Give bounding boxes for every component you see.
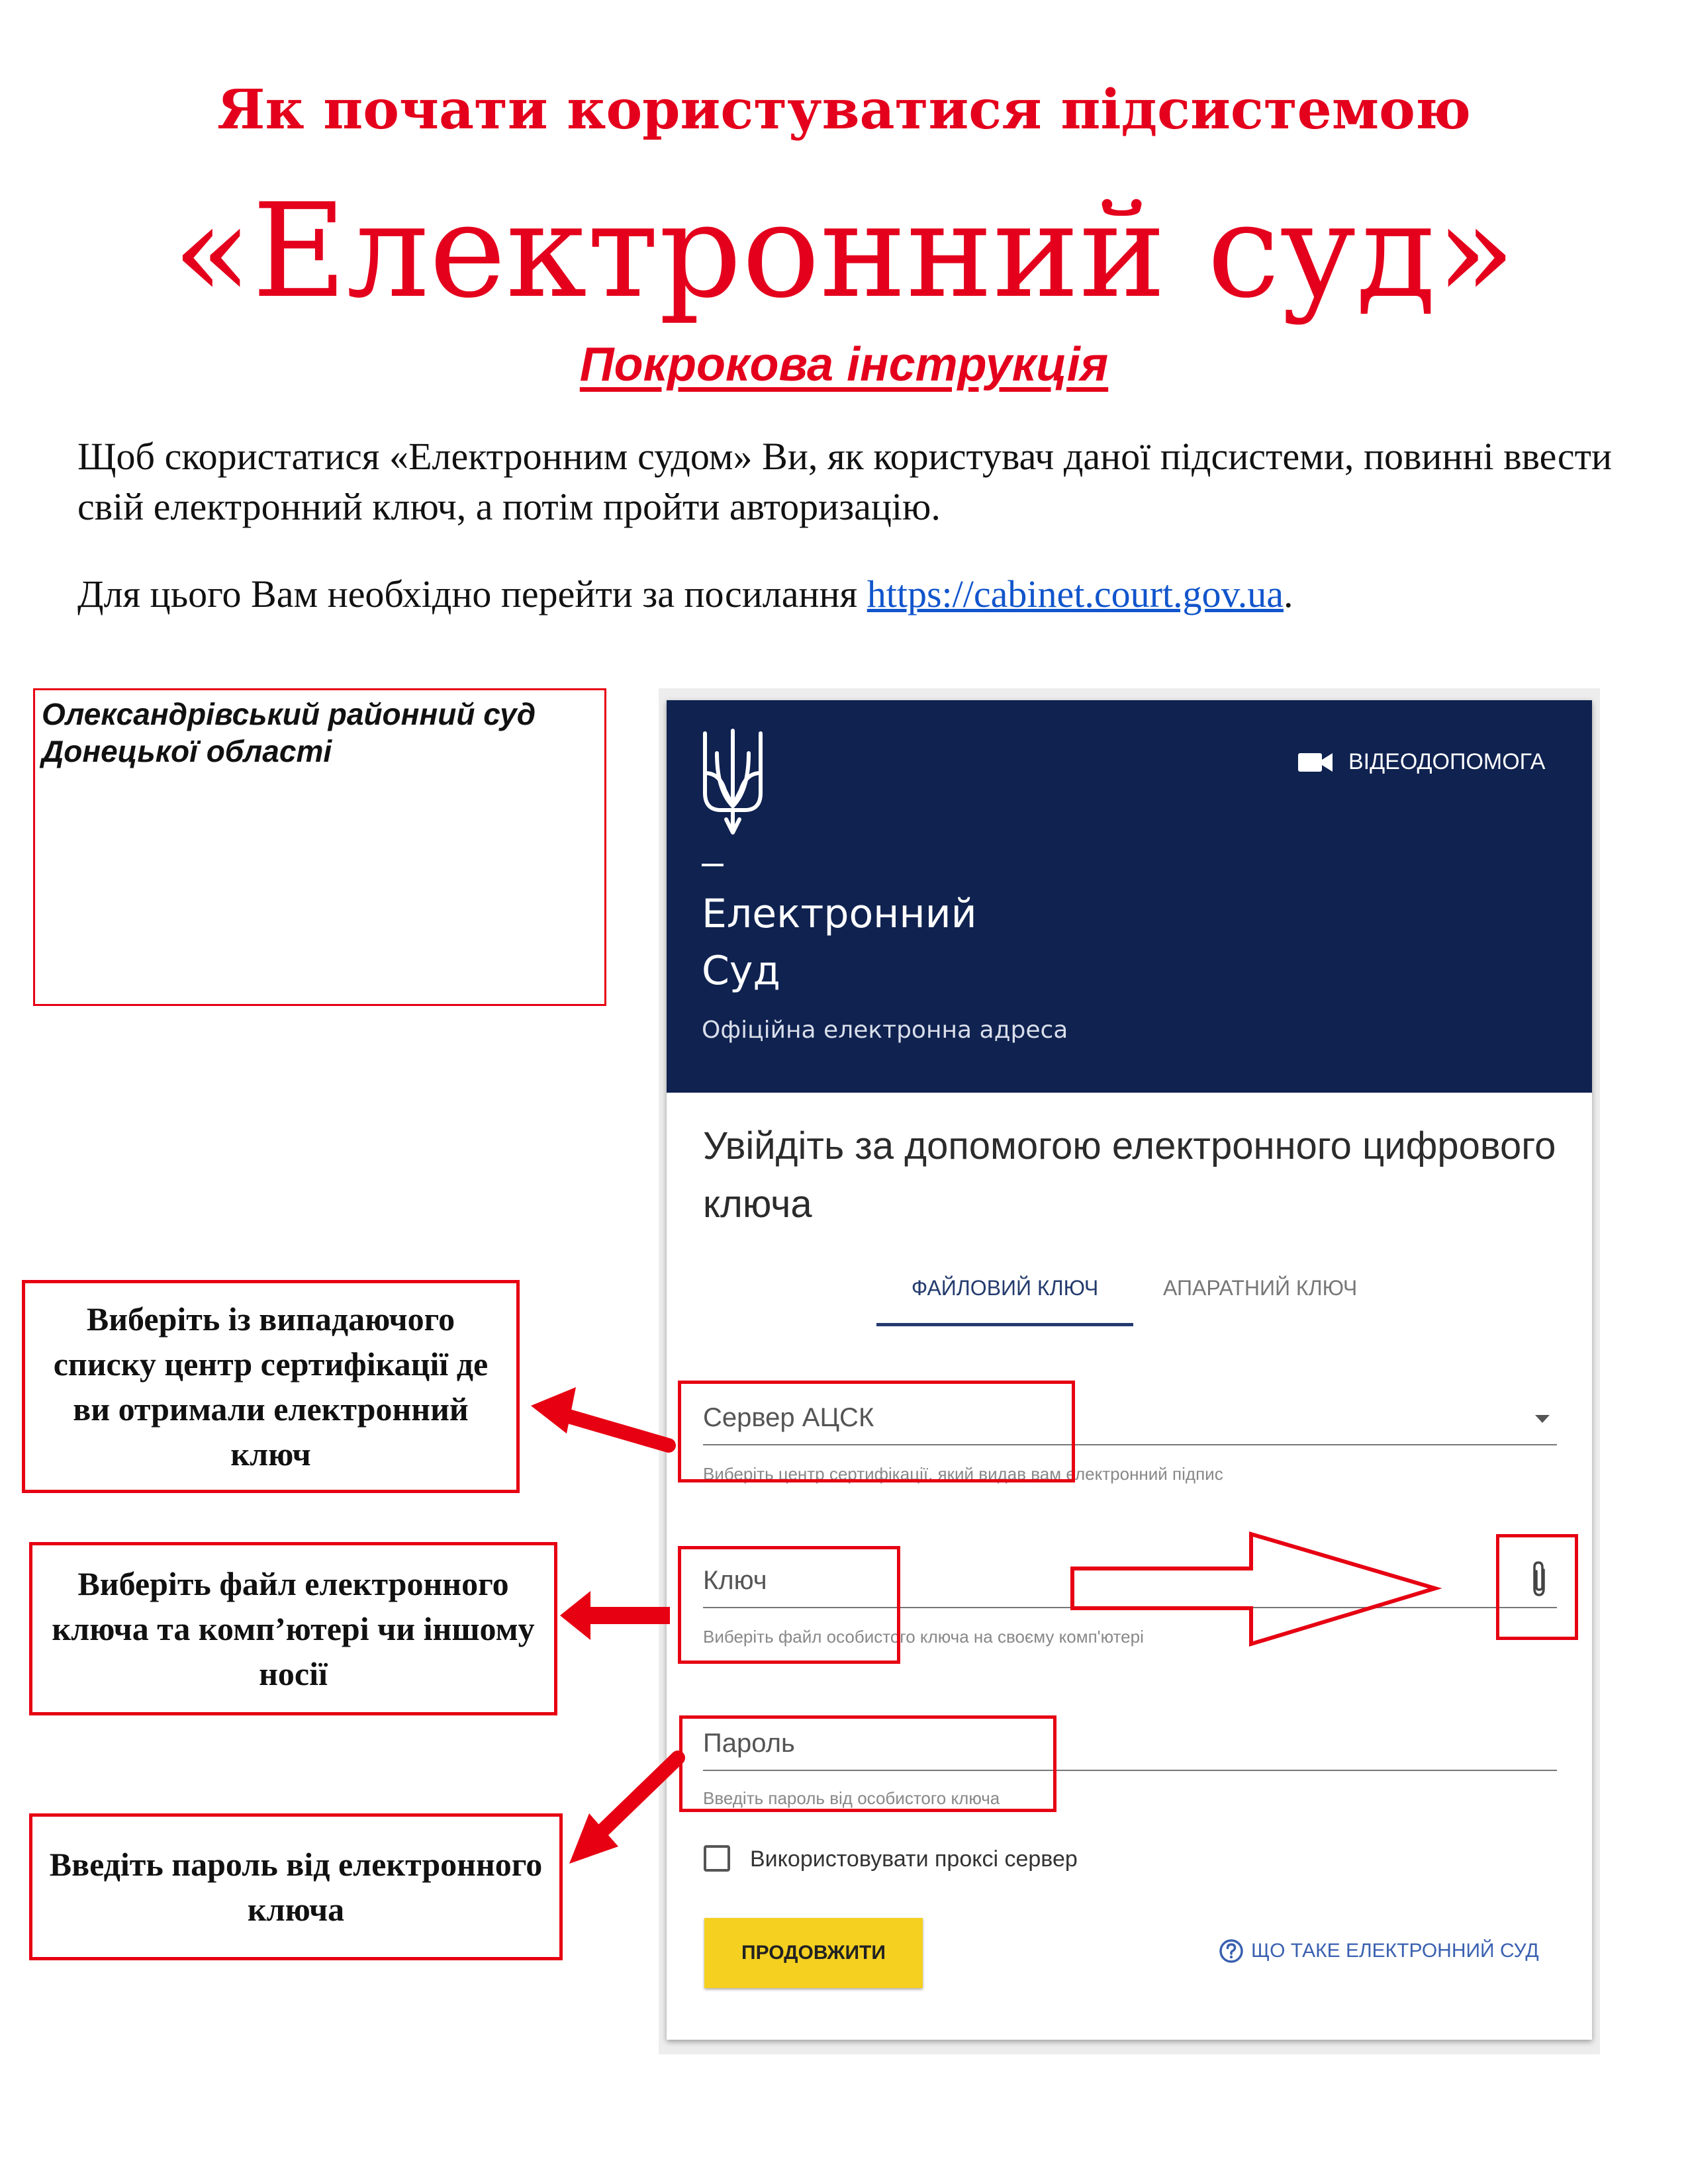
instruction-select-ca: Виберіть із випадаючого списку центр сертифікації де ви отримали електронний ключ [22, 1280, 520, 1493]
title-line-1: Як почати користуватися підсистемою [217, 78, 1471, 142]
title-line-2: «Електронний суд» [172, 176, 1516, 327]
link-paragraph [77, 569, 1612, 619]
password-highlight-box [679, 1715, 1056, 1812]
app-subtitle: Офіційна електронна адреса [702, 1017, 1068, 1044]
server-hint: Виберіть центр сертифікації, який видав вам електронний підпис [703, 1464, 1223, 1484]
what-is-e-court-link[interactable] [1218, 1938, 1539, 1964]
cabinet-link[interactable]: https://cabinet.court.gov.ua [867, 572, 1284, 615]
continue-button[interactable]: ПРОДОВЖИТИ [704, 1918, 923, 1988]
link-paragraph-end: . [1283, 572, 1293, 615]
key-highlight-box [678, 1546, 900, 1664]
court-name-box [33, 688, 606, 1006]
arrow-to-key-instruction [560, 1591, 670, 1640]
video-help-label: ВІДЕОДОПОМОГА [1348, 749, 1546, 774]
help-circle-icon [1218, 1938, 1244, 1964]
tab-hardware-key[interactable]: АПАРАТНИЙ КЛЮЧ [1163, 1276, 1358, 1300]
card-header [667, 700, 1592, 1093]
server-highlight-box [678, 1381, 1075, 1482]
app-title-line-1: Електронний [702, 891, 977, 937]
court-name-line-2: Донецької області [42, 734, 332, 768]
video-camera-icon [1297, 751, 1334, 774]
login-title: Увійдіть за допомогою електронного цифрового ключа [703, 1124, 1556, 1226]
intro-paragraph: Щоб скористатися «Електронним судом» Ви, як користувач даної підсистеми, повинні ввести свій електронний ключ, а потім пройти авторизацію. [77, 435, 1612, 528]
instruction-subtitle: Покрокова інструкція [579, 338, 1109, 391]
header-divider [702, 864, 724, 866]
proxy-checkbox[interactable] [704, 1845, 730, 1872]
link-paragraph-text: Для цього Вам необхідно перейти за посилання [77, 572, 867, 615]
dropdown-arrow-icon[interactable] [1534, 1414, 1551, 1424]
instruction-select-key: Виберіть файл електронного ключа та комп’ютері чи іншому носії [29, 1542, 557, 1715]
video-help-button[interactable] [1297, 749, 1545, 775]
trident-icon [700, 727, 766, 841]
instruction-enter-password: Введіть пароль від електронного ключа [29, 1813, 563, 1960]
court-name-line-1: Олександрівський районний суд [42, 697, 536, 731]
password-hint: Введіть пароль від особистого ключа [703, 1788, 1000, 1808]
proxy-checkbox-label: Використовувати проксі сервер [750, 1846, 1078, 1872]
login-card [667, 700, 1592, 2040]
key-input[interactable]: Ключ [703, 1566, 767, 1595]
server-select[interactable]: Сервер АЦСК [703, 1403, 874, 1432]
app-title [702, 886, 1099, 999]
arrow-to-ca-instruction [531, 1387, 669, 1445]
tab-file-key[interactable]: ФАЙЛОВИЙ КЛЮЧ [876, 1276, 1133, 1326]
key-hint: Виберіть файл особистого ключа на своєму комп'ютері [703, 1627, 1144, 1647]
password-input[interactable]: Пароль [703, 1729, 795, 1758]
what-is-e-court-label: ЩО ТАКЕ ЕЛЕКТРОННИЙ СУД [1251, 1940, 1539, 1962]
paperclip-highlight-box [1496, 1534, 1578, 1640]
app-title-line-2: Суд [702, 948, 780, 994]
